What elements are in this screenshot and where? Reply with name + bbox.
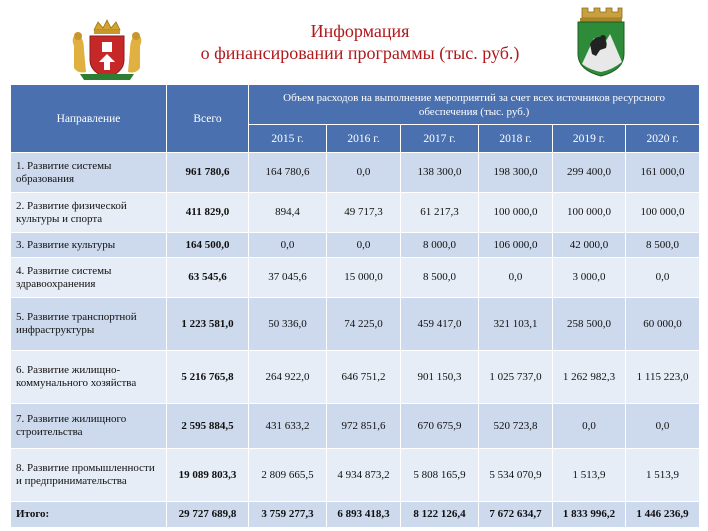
col-header-year: 2018 г. xyxy=(479,125,553,153)
row-direction: 6. Развитие жилищно-коммунального хозяйства xyxy=(11,351,167,404)
row-value: 61 217,3 xyxy=(401,193,479,233)
row-total: 19 089 803,3 xyxy=(167,449,249,502)
row-value: 3 000,0 xyxy=(553,258,626,298)
row-value: 100 000,0 xyxy=(626,193,700,233)
row-value: 894,4 xyxy=(249,193,327,233)
total-row-value: 1 833 996,2 xyxy=(553,502,626,528)
row-value: 972 851,6 xyxy=(327,404,401,449)
row-value: 646 751,2 xyxy=(327,351,401,404)
row-direction: 2. Развитие физической культуры и спорта xyxy=(11,193,167,233)
row-value: 459 417,0 xyxy=(401,298,479,351)
total-row-value: 3 759 277,3 xyxy=(249,502,327,528)
row-value: 4 934 873,2 xyxy=(327,449,401,502)
row-direction: 3. Развитие культуры xyxy=(11,233,167,258)
row-value: 0,0 xyxy=(327,153,401,193)
row-total: 164 500,0 xyxy=(167,233,249,258)
total-row-value: 8 122 126,4 xyxy=(401,502,479,528)
row-value: 138 300,0 xyxy=(401,153,479,193)
row-value: 0,0 xyxy=(327,233,401,258)
total-row xyxy=(11,502,700,528)
row-value: 198 300,0 xyxy=(479,153,553,193)
row-value: 100 000,0 xyxy=(553,193,626,233)
row-total: 1 223 581,0 xyxy=(167,298,249,351)
row-direction: 7. Развитие жилищного строительства xyxy=(11,404,167,449)
row-value: 901 150,3 xyxy=(401,351,479,404)
row-value: 37 045,6 xyxy=(249,258,327,298)
row-total: 961 780,6 xyxy=(167,153,249,193)
row-value: 1 115 223,0 xyxy=(626,351,700,404)
row-value: 299 400,0 xyxy=(553,153,626,193)
row-value: 42 000,0 xyxy=(553,233,626,258)
page-header xyxy=(0,0,708,82)
table-row xyxy=(11,258,700,298)
row-total: 5 216 765,8 xyxy=(167,351,249,404)
table-row xyxy=(11,233,700,258)
row-value: 60 000,0 xyxy=(626,298,700,351)
col-header-group: Объем расходов на выполнение мероприятий за счет всех источников ресурсного обеспечения (тыс. руб.) xyxy=(249,85,700,125)
col-header-year: 2019 г. xyxy=(553,125,626,153)
row-value: 100 000,0 xyxy=(479,193,553,233)
col-header-direction: Направление xyxy=(11,85,167,153)
col-header-year: 2017 г. xyxy=(401,125,479,153)
coat-of-arms-right-icon xyxy=(572,4,630,78)
row-direction: 8. Развитие промышленности и предпринимательства xyxy=(11,449,167,502)
row-total: 63 545,6 xyxy=(167,258,249,298)
row-value: 258 500,0 xyxy=(553,298,626,351)
row-value: 431 633,2 xyxy=(249,404,327,449)
row-value: 1 513,9 xyxy=(626,449,700,502)
table-row xyxy=(11,298,700,351)
table-row xyxy=(11,193,700,233)
col-header-year: 2016 г. xyxy=(327,125,401,153)
row-value: 2 809 665,5 xyxy=(249,449,327,502)
row-value: 5 534 070,9 xyxy=(479,449,553,502)
row-value: 670 675,9 xyxy=(401,404,479,449)
row-value: 1 513,9 xyxy=(553,449,626,502)
col-header-year: 2015 г. xyxy=(249,125,327,153)
total-row-value: 7 672 634,7 xyxy=(479,502,553,528)
row-value: 50 336,0 xyxy=(249,298,327,351)
total-row-label: Итого: xyxy=(11,502,167,528)
total-row-total: 29 727 689,8 xyxy=(167,502,249,528)
row-direction: 1. Развитие системы образования xyxy=(11,153,167,193)
row-value: 74 225,0 xyxy=(327,298,401,351)
row-value: 520 723,8 xyxy=(479,404,553,449)
total-row-value: 6 893 418,3 xyxy=(327,502,401,528)
row-value: 0,0 xyxy=(249,233,327,258)
row-direction: 5. Развитие транспортной инфраструктуры xyxy=(11,298,167,351)
table-row xyxy=(11,351,700,404)
row-value: 161 000,0 xyxy=(626,153,700,193)
col-header-year: 2020 г. xyxy=(626,125,700,153)
row-value: 0,0 xyxy=(626,404,700,449)
row-value: 264 922,0 xyxy=(249,351,327,404)
title-line-2: о финансировании программы (тыс. руб.) xyxy=(200,43,520,63)
row-value: 321 103,1 xyxy=(479,298,553,351)
table-row xyxy=(11,449,700,502)
row-value: 8 000,0 xyxy=(401,233,479,258)
row-total: 2 595 884,5 xyxy=(167,404,249,449)
row-total: 411 829,0 xyxy=(167,193,249,233)
row-value: 1 025 737,0 xyxy=(479,351,553,404)
row-value: 8 500,0 xyxy=(626,233,700,258)
table-row xyxy=(11,404,700,449)
financing-table xyxy=(10,84,700,528)
row-value: 164 780,6 xyxy=(249,153,327,193)
row-value: 15 000,0 xyxy=(327,258,401,298)
total-row-value: 1 446 236,9 xyxy=(626,502,700,528)
title-line-1: Информация xyxy=(310,21,410,41)
table-row xyxy=(11,153,700,193)
row-value: 49 717,3 xyxy=(327,193,401,233)
col-header-total: Всего xyxy=(167,85,249,153)
row-value: 0,0 xyxy=(479,258,553,298)
row-value: 0,0 xyxy=(626,258,700,298)
row-value: 5 808 165,9 xyxy=(401,449,479,502)
page-title xyxy=(160,20,560,64)
row-value: 106 000,0 xyxy=(479,233,553,258)
row-value: 1 262 982,3 xyxy=(553,351,626,404)
row-direction: 4. Развитие системы здравоохранения xyxy=(11,258,167,298)
row-value: 8 500,0 xyxy=(401,258,479,298)
row-value: 0,0 xyxy=(553,404,626,449)
coat-of-arms-left-icon xyxy=(66,16,148,82)
